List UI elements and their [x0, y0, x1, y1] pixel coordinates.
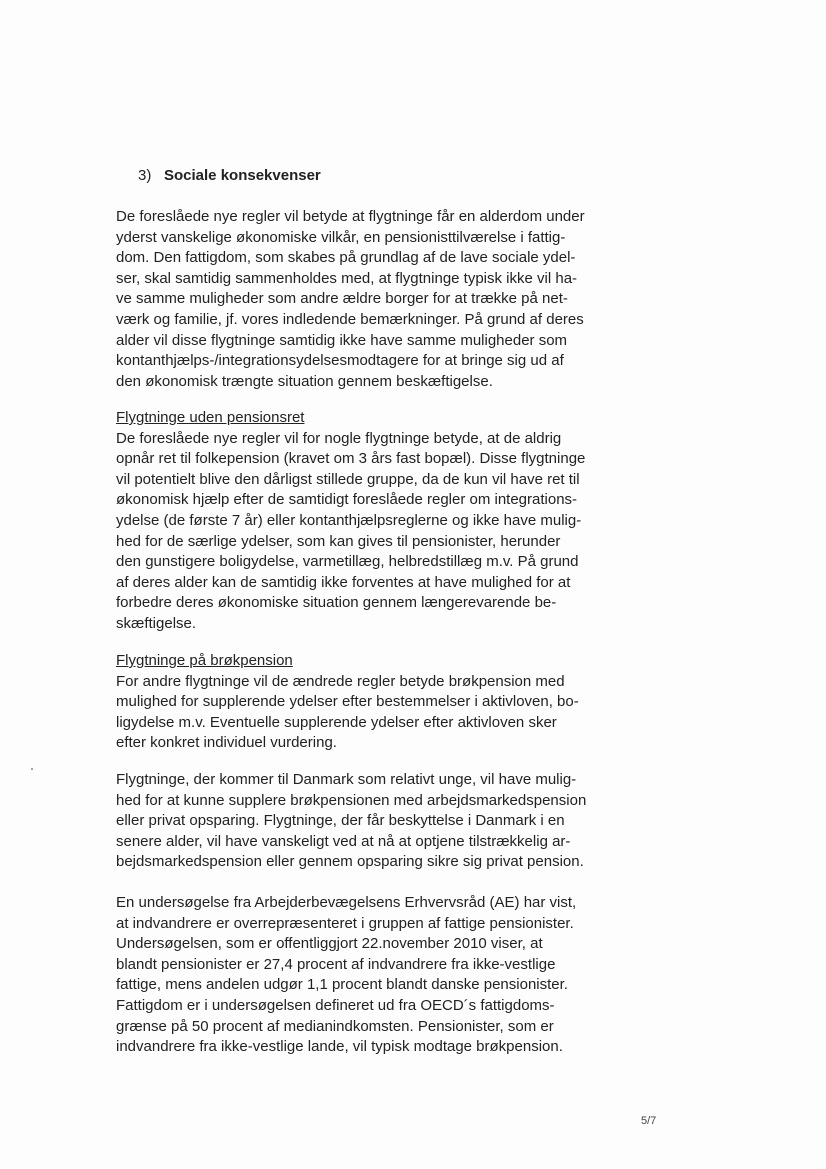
text-line: økonomisk hjælp efter de samtidigt foreslåede regler om integrations- [116, 491, 578, 509]
text-line: En undersøgelse fra Arbejderbevægelsens Erhvervsråd (AE) har vist, [116, 894, 577, 911]
text-line: kontanthjælps-/integrationsydelsesmodtagere for at bringe sig ud af [116, 352, 564, 370]
section-title: Sociale konsekvenser [164, 167, 321, 184]
text-line: vil potentielt blive den dårligst stillede gruppe, da de kun vil have ret til [116, 470, 580, 488]
section-number: 3) [138, 167, 152, 184]
text-line: efter konkret individuel vurdering. [116, 734, 337, 752]
text-line: ligydelse m.v. Eventuelle supplerende ydelser efter aktivloven sker [116, 713, 557, 731]
text-line: blandt pensionister er 27,4 procent af indvandrere fra ikke-vestlige [116, 955, 556, 973]
text-line: eller privat opsparing. Flygtninge, der får beskyttelse i Danmark i en [116, 812, 565, 830]
text-line: dom. Den fattigdom, som skabes på grundlag af de lave sociale ydel- [116, 249, 576, 267]
section-heading [138, 166, 321, 186]
text-line: Fattigdom er i undersøgelsen defineret ud fra OECD´s fattigdoms- [116, 996, 555, 1014]
page-number: 5/7 [641, 1115, 657, 1127]
text-line: fattige, mens andelen udgør 1,1 procent blandt danske pensionister. [116, 976, 568, 994]
text-line: alder vil disse flygtninge samtidig ikke have samme muligheder som [116, 331, 568, 349]
paragraph-paa-broekpension [116, 651, 616, 754]
paragraph-ae-undersoegelse [116, 893, 616, 1058]
text-line: Undersøgelsen, som er offentliggjort 22.november 2010 viser, at [116, 935, 543, 953]
text-line: bejdsmarkedspension eller gennem opsparing sikre sig privat pension. [116, 853, 584, 871]
text-line: den økonomisk trængte situation gennem beskæftigelse. [116, 372, 493, 390]
text-line: at indvandrere er overrepræsenteret i gruppen af fattige pensionister. [116, 914, 574, 932]
text-line: ydelse (de første 7 år) eller kontanthjælpsreglerne og ikke have mulig- [116, 511, 582, 529]
text-line: værk og familie, jf. vores indledende bemærkninger. På grund af deres [116, 310, 584, 328]
text-line: De foreslåede nye regler vil betyde at flygtninge får en alderdom under [116, 208, 585, 225]
paragraph-intro [116, 207, 616, 392]
text-line: ve samme muligheder som andre ældre borger for at trække på net- [116, 290, 568, 308]
paragraph-unge-flygtninge [116, 770, 616, 873]
text-line: grænse på 50 procent af medianindkomsten. Pensionister, som er [116, 1017, 554, 1035]
text-line: For andre flygtninge vil de ændrede regler betyde brøkpension med [116, 672, 565, 690]
text-line: indvandrere fra ikke-vestlige lande, vil typisk modtage brøkpension. [116, 1038, 563, 1056]
scan-speck [31, 768, 33, 770]
text-line: hed for de særlige ydelser, som kan gives til pensionister, herunder [116, 532, 561, 550]
subheading-uden-pensionsret: Flygtninge uden pensionsret [116, 409, 305, 426]
text-line: senere alder, vil have vanskeligt ved at nå at optjene tilstrækkelig ar- [116, 832, 571, 850]
text-line: skæftigelse. [116, 614, 197, 632]
text-line: hed for at kunne supplere brøkpensionen med arbejdsmarkedspension [116, 791, 587, 809]
text-line: forbedre deres økonomiske situation gennem længerevarende be- [116, 594, 557, 612]
paragraph-uden-pensionsret [116, 408, 616, 635]
text-line: ser, skal samtidig sammenholdes med, at flygtninge typisk ikke vil ha- [116, 269, 578, 287]
text-line: yderst vanskelige økonomiske vilkår, en pensionisttilværelse i fattig- [116, 228, 566, 246]
subheading-paa-broekpension: Flygtninge på brøkpension [116, 652, 293, 669]
text-line: den gunstigere boligydelse, varmetillæg, helbredstillæg m.v. På grund [116, 553, 579, 571]
text-line: De foreslåede nye regler vil for nogle flygtninge betyde, at de aldrig [116, 429, 562, 447]
text-line: af deres alder kan de samtidig ikke forventes at have mulighed for at [116, 573, 571, 591]
text-line: opnår ret til folkepension (kravet om 3 års fast bopæl). Disse flygtninge [116, 450, 586, 468]
text-line: mulighed for supplerende ydelser efter bestemmelser i aktivloven, bo- [116, 693, 579, 711]
text-line: Flygtninge, der kommer til Danmark som relativt unge, vil have mulig- [116, 771, 577, 788]
